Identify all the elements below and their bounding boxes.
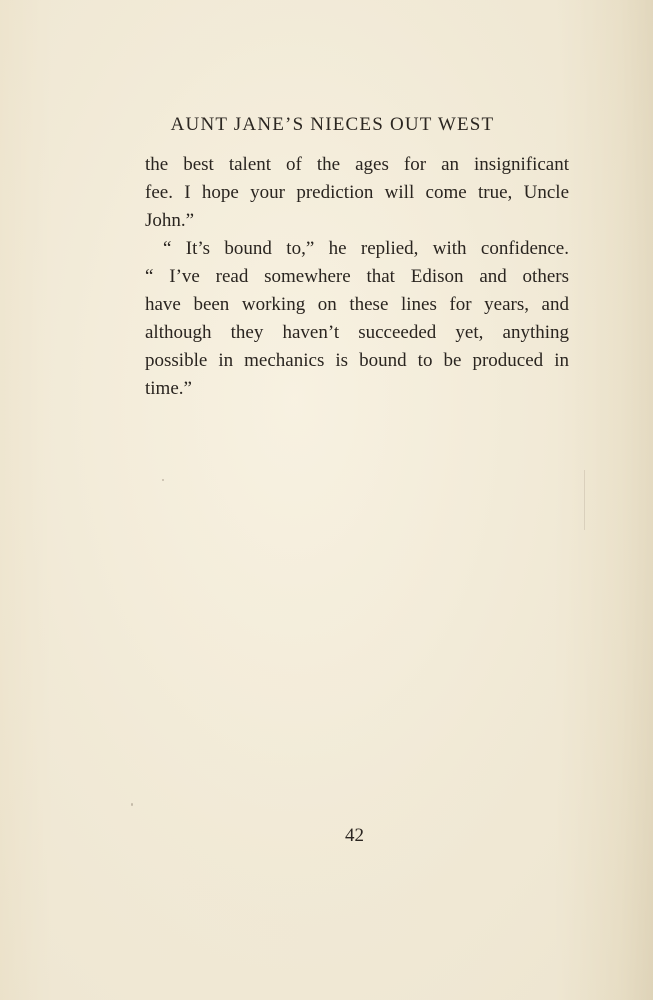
text-line: “ It’s bound to,” he replied, with confidence.	[163, 238, 569, 259]
paragraph	[145, 151, 569, 235]
text-line: have been working on these lines for years, and	[145, 294, 569, 315]
page-number: 42	[345, 825, 364, 846]
text-line: although they haven’t succeeded yet, anything	[145, 322, 569, 343]
body-text	[145, 151, 569, 403]
text-line: the best talent of the ages for an insignificant	[145, 154, 569, 175]
text-line: possible in mechanics is bound to be produced in	[145, 350, 569, 371]
running-head: AUNT JANE’S NIECES OUT WEST	[170, 114, 495, 135]
text-line: time.”	[145, 378, 192, 399]
text-line: fee. I hope your prediction will come true, Uncle	[145, 182, 569, 203]
paper-speck	[131, 803, 133, 806]
paper-speck	[584, 470, 585, 530]
paper-speck	[162, 479, 164, 481]
text-line: “ I’ve read somewhere that Edison and others	[145, 266, 569, 287]
text-line: John.”	[145, 210, 195, 231]
paragraph	[145, 235, 569, 403]
